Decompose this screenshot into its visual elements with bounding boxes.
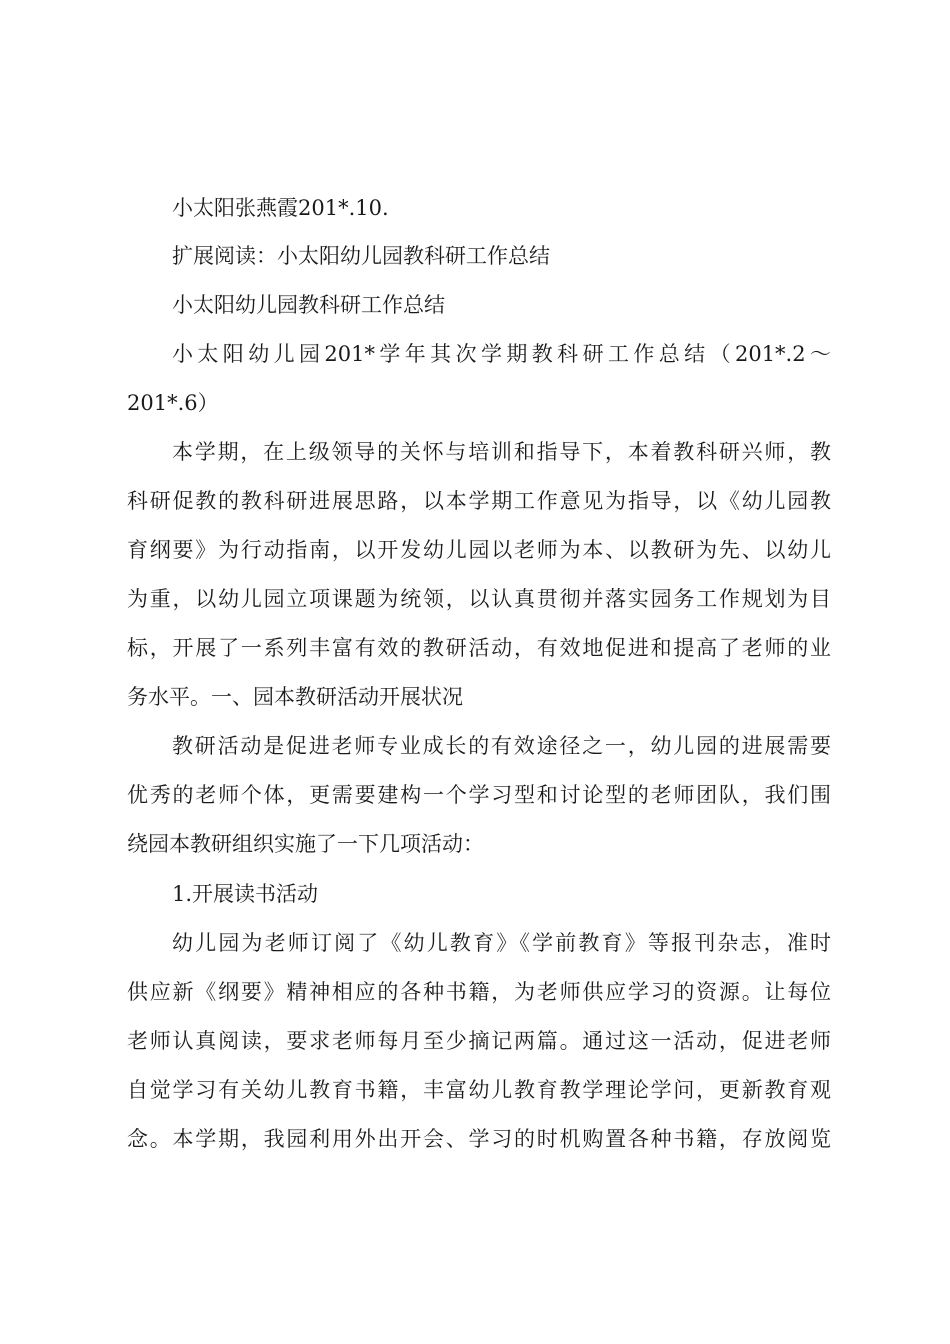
paragraph-3-line-4: 自觉学习有关幼儿教育书籍，丰富幼儿教育教学理论学问，更新教育观 [127,1078,831,1102]
paragraph-2-line-1: 教研活动是促进老师专业成长的有效途径之一，幼儿园的进展需要 [172,734,831,758]
paragraph-1-line-2: 科研促教的教科研进展思路，以本学期工作意见为指导，以《幼儿园教 [127,489,831,513]
paragraph-2-line-2: 优秀的老师个体，更需要建构一个学习型和讨论型的老师团队，我们围 [127,783,831,807]
paragraph-3-line-5: 念。本学期，我园利用外出开会、学习的时机购置各种书籍，存放阅览 [127,1127,831,1151]
paragraph-1-line-5: 标，开展了一系列丰富有效的教研活动，有效地促进和提高了老师的业 [127,636,831,660]
extended-reading-line: 扩展阅读：小太阳幼儿园教科研工作总结 [172,244,550,268]
paragraph-3-line-2: 供应新《纲要》精神相应的各种书籍，为老师供应学习的资源。让每位 [127,980,831,1004]
subheading-reading-activity: 1.开展读书活动 [172,882,319,906]
section-title: 小太阳幼儿园教科研工作总结 [172,293,445,317]
paragraph-3-line-1: 幼儿园为老师订阅了《幼儿教育》《学前教育》等报刊杂志，准时 [172,931,831,955]
paragraph-1-line-1: 本学期，在上级领导的关怀与培训和指导下，本着教科研兴师，教 [172,440,831,464]
paragraph-2-line-3: 绕园本教研组织实施了一下几项活动： [127,832,484,856]
report-title-line-2: 201*.6） [127,391,219,415]
paragraph-1-line-3: 育纲要》为行动指南，以开发幼儿园以老师为本、以教研为先、以幼儿 [127,538,831,562]
paragraph-1-line-4: 为重，以幼儿园立项课题为统领，以认真贯彻并落实园务工作规划为目 [127,587,831,611]
author-date-line: 小太阳张燕霞201*.10. [172,196,389,220]
report-title-line-1: 小太阳幼儿园201*学年其次学期教科研工作总结（201*.2～ [172,342,831,366]
paragraph-1-line-6: 务水平。一、园本教研活动开展状况 [127,685,463,709]
paragraph-3-line-3: 老师认真阅读，要求老师每月至少摘记两篇。通过这一活动，促进老师 [127,1029,831,1053]
